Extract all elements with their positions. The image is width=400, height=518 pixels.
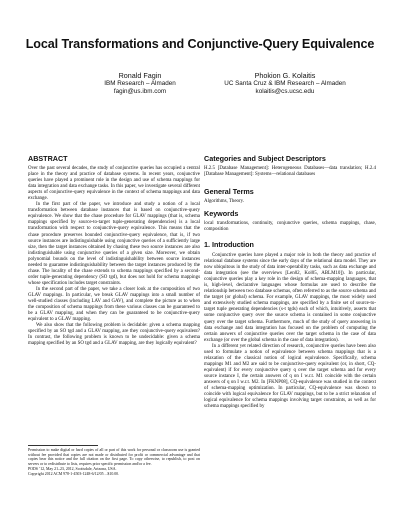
author-affiliation: UC Santa Cruz & IBM Research – Almaden (224, 80, 346, 88)
categories-heading: Categories and Subject Descriptors (204, 154, 326, 163)
general-terms-section (204, 187, 376, 205)
general-terms-heading: General Terms (204, 187, 254, 196)
copyright-footnote (28, 448, 200, 476)
author-name: Ronald Fagin (118, 71, 162, 80)
author-block-1 (70, 72, 210, 96)
author-email[interactable]: kolaitis@cs.ucsc.edu (255, 88, 315, 95)
footnote-copyright: Copyright 2012 ACM 978-1-4503-1248-6/12/05 ...$10.00. (28, 471, 120, 476)
abstract-body (28, 166, 200, 347)
abstract-paragraph: We also show that the following problem is decidable: given a schema mapping specified by an SO tgd and a GLAV mapping, are they conjunctive-query equivalent? In contrast, the following problem is known to be undecidable: given a schema mapping specified by an SO tgd and a GLAV mapping, are they logically equivalent? (28, 323, 200, 347)
abstract-paragraph: In the first part of the paper, we introduce and study a notion of a local transformation between database instances that is based on conjunctive-query equivalence. We show that the chase procedure for GLAV mappings (that is, schema mappings specified by source-to-target tuple-generating dependencies) is a local transformation with respect to conjunctive-query equivalence. This means that the chase procedure preserves bounded conjunctive-query equivalence, that is, if two source instances are indistinguishable using conjunctive queries of a sufficiently large size, then the target instances obtained by chasing these two source instances are also indistinguishable using conjunctive queries of a given size. Moreover, we obtain polynomial bounds on the level of indistinguishability between source instances needed to guarantee indistinguishability between the target instances produced by the chase. The locality of the chase extends to schema mappings specified by a second-order tuple-generating dependency (SO tgd), but does not hold for schema mappings whose specification includes target constraints. (28, 202, 200, 286)
author-email[interactable]: fagin@us.ibm.com (113, 88, 167, 95)
keywords-text: local transformations, continuity, conjunctive queries, schema mappings, chase, composition (204, 221, 376, 233)
abstract-paragraph: In the second part of the paper, we take a closer look at the composition of two GLAV mappings. In particular, we break GLAV mappings into a small number of well-studied classes (including LAV and GAV), and complete the picture as to when the composition of schema mappings from these various classes can be guaranteed to be a GLAV mapping, and when they can be guaranteed to be conjunctive-query equivalent to a GLAV mapping. (28, 286, 200, 323)
footnote-permission: Permission to make digital or hard copies of all or part of this work for personal or classroom use is granted without fee provided that copies are not made or distributed for profit or commercial advantage and that copies bear this notice and the full citation on the first page. To copy otherwise, to republish, to post on servers or to redistribute to lists, requires prior specific permission and/or a fee. (28, 448, 200, 467)
keywords-section (204, 209, 376, 233)
introduction-heading: 1. Introduction (204, 240, 254, 249)
introduction-section (204, 240, 376, 410)
keywords-heading: Keywords (204, 209, 239, 218)
author-name: Phokion G. Kolaitis (254, 71, 316, 80)
author-affiliation: IBM Research – Almaden (104, 80, 176, 88)
author-block-2 (205, 72, 365, 96)
general-terms-text: Algorithms, Theory. (204, 199, 245, 204)
categories-text: H.2.5 [Database Management]: Heterogeneous Databases—data translation; H.2.4 [Database Management]: Systems—relational databases (204, 166, 376, 178)
abstract-paragraph: Over the past several decades, the study of conjunctive queries has occupied a central place in the theory and practice of database systems. In recent years, conjunctive queries have played a prominent role in the design and use of schema mappings for data integration and data exchange tasks. In this paper, we investigate several different aspects of conjunctive-query equivalence in the context of schema mappings and data exchange. (28, 166, 200, 202)
categories-section (204, 154, 376, 178)
intro-paragraph: Conjunctive queries have played a major role in both the theory and practice of relational database systems since the early days of the relational data model. They are now ubiquitous in the study of data inter-operability tasks, such as data exchange and data integration (see the overviews [Len02, Kol05, ABLM10]). In particular, conjunctive queries play a key role in the design of schema-mapping languages, that is, high-level, declarative languages whose formulas are used to describe the relationship between two database schemas, often referred to as the source schema and the target (or global) schema. For example, GLAV mappings, the most widely used and extensively studied schema mappings, are specified by a finite set of source-to-target tuple generating dependencies (s-t tgds) each of which, intuitively, asserts that some conjunctive query over the source schema is contained in some conjunctive query over the target schema. Furthermore, much of the study of query answering in data exchange and data integration has focused on the problem of computing the certain answers of conjunctive queries over the target schema in the case of data exchange (or over the global schema in the case of data integration). (204, 253, 376, 343)
paper-title: Local Transformations and Conjunctive-Query Equivalence (25, 37, 375, 51)
footnote-venue: PODS ’12, May 21–23, 2012, Scottsdale, Arizona, USA. (28, 466, 117, 471)
footnote-divider (28, 445, 98, 446)
abstract-heading: ABSTRACT (28, 154, 68, 163)
intro-paragraph: In a different yet related direction of research, conjunctive queries have been also used to formulate a notion of equivalence between schema mappings that is a relaxation of the classical notion of logical equivalence. Specifically, schema mappings M1 and M2 are said to be conjunctive-query equivalent (or, in short, CQ-equivalent) if for every conjunctive query q over the target schema and for every source instance I, the certain answers of q on I w.r.t. M1 coincide with the certain answers of q on I w.r.t. M2. In [FKNP08], CQ-equivalence was studied in the context of schema-mapping optimization. In particular, CQ-equivalence was shown to coincide with logical equivalence for GLAV mappings, but to be a strict relaxation of logical equivalence for schema mappings involving target constraints, as well as for schema mappings specified by (204, 343, 376, 410)
